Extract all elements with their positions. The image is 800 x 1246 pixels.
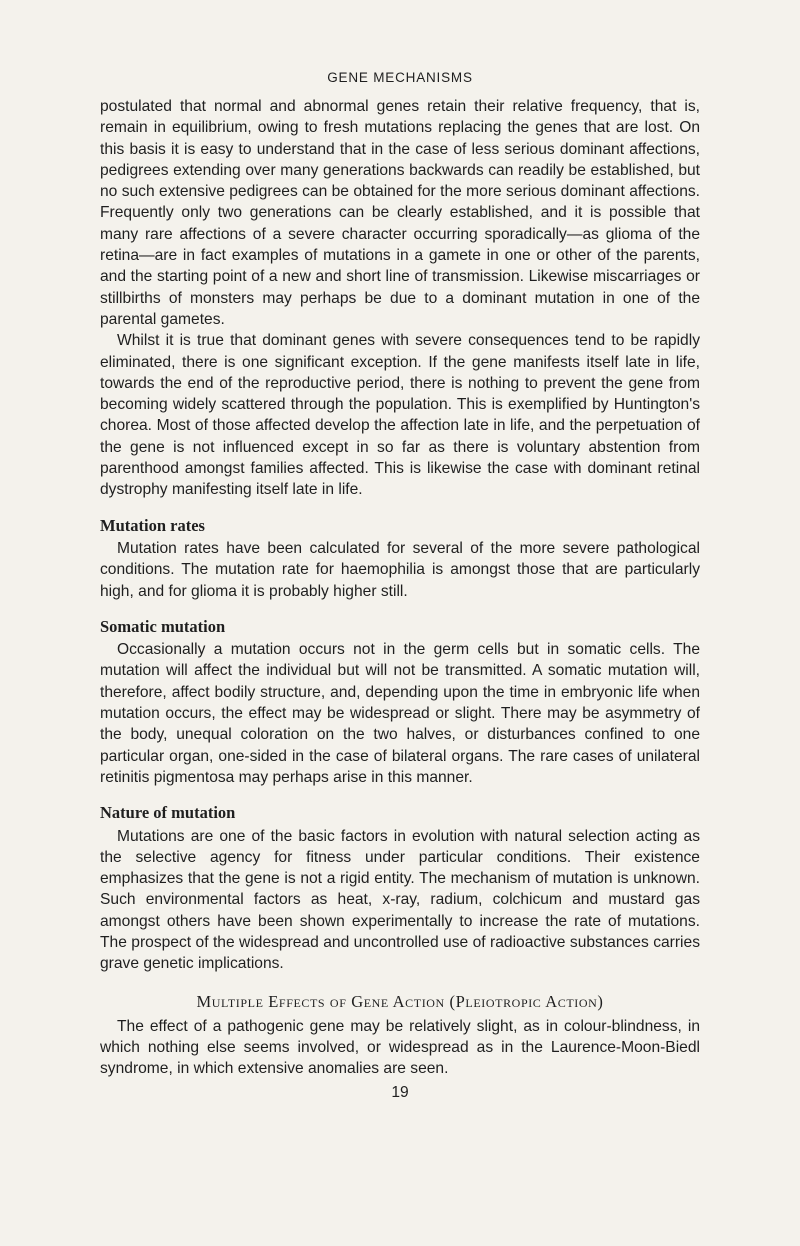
paragraph-nature-of-mutation: Mutations are one of the basic factors in evolution with natural selection acting as the selective agency for fitness under particular conditions. Their existence emphasizes that the gene is not a rigid entity. The mechanism of mutation is unknown. Such environmental factors as heat, x-ray, radium, colchicum and mustard gas amongst others have been shown experimentally to increase the rate of mutations. The prospect of the widespread and uncontrolled use of radioactive substances carries grave genetic implications. — [100, 827, 700, 973]
paragraph-pleiotropic: The effect of a pathogenic gene may be relatively slight, as in colour-blindness, in which nothing else seems involved, or widespread as in the Laurence-Moon-Biedl syndrome, in which extensive anomalies are seen. — [100, 1017, 700, 1078]
paragraph-mutation-rates: Mutation rates have been calculated for several of the more severe pathological conditions. The mutation rate for haemophilia is amongst those that are particularly high, and for glioma it is probably higher still. — [100, 539, 700, 600]
heading-somatic-mutation: Somatic mutation — [100, 616, 226, 636]
section-heading-pleiotropic: Multiple Effects of Gene Action (Pleiotropic Action) — [196, 991, 604, 1011]
running-head: GENE MECHANISMS — [327, 70, 473, 85]
page-number: 19 — [391, 1083, 409, 1101]
heading-nature-of-mutation: Nature of mutation — [100, 803, 236, 823]
paragraph-somatic-mutation: Occasionally a mutation occurs not in the germ cells but in somatic cells. The mutation will affect the individual but will not be transmitted. A somatic mutation will, therefore, affect bodily structure, and, depending upon the time in embryonic life when mutation occurs, the effect may be widespread or slight. There may be asymmetry of the body, unequal coloration on the two halves, or disturbances confined to one particular organ, one-sided in the case of bilateral organs. The rare cases of unilateral retinitis pigmentosa may perhaps arise in this manner. — [100, 641, 700, 786]
heading-mutation-rates: Mutation rates — [100, 515, 205, 535]
paragraph-continuation: postulated that normal and abnormal genes retain their relative frequency, that is, remain in equilibrium, owing to fresh mutations replacing the genes that are lost. On this basis it is easy to understand that in the case of less serious dominant affections, pedigrees extending over many generations backwards can readily be established, but no such extensive pedigrees can be obtained for the more serious dominant affections. Frequently only two generations can be clearly established, and it is possible that many rare affections of a severe character occurring sporadically—as glioma of the retina—are in fact examples of mutations in a gamete in one or other of the parents, and the starting point of a new and short line of transmission. Likewise miscarriages or stillbirths of monsters may perhaps be due to a dominant mutation in one of the parental gametes. — [100, 98, 700, 328]
paragraph-huntington: Whilst it is true that dominant genes with severe consequences tend to be rapidly eliminated, there is one significant exception. If the gene manifests itself late in life, towards the end of the reproductive period, there is nothing to prevent the gene from becoming widely scattered through the population. This is exemplified by Huntington's chorea. Most of those affected develop the affection late in life, and the perpetuation of the gene is not influenced except in so far as there is voluntary abstention from parenthood amongst families affected. This is likewise the case with dominant retinal dystrophy manifesting itself late in life. — [100, 332, 700, 499]
page-body — [100, 96, 700, 1103]
